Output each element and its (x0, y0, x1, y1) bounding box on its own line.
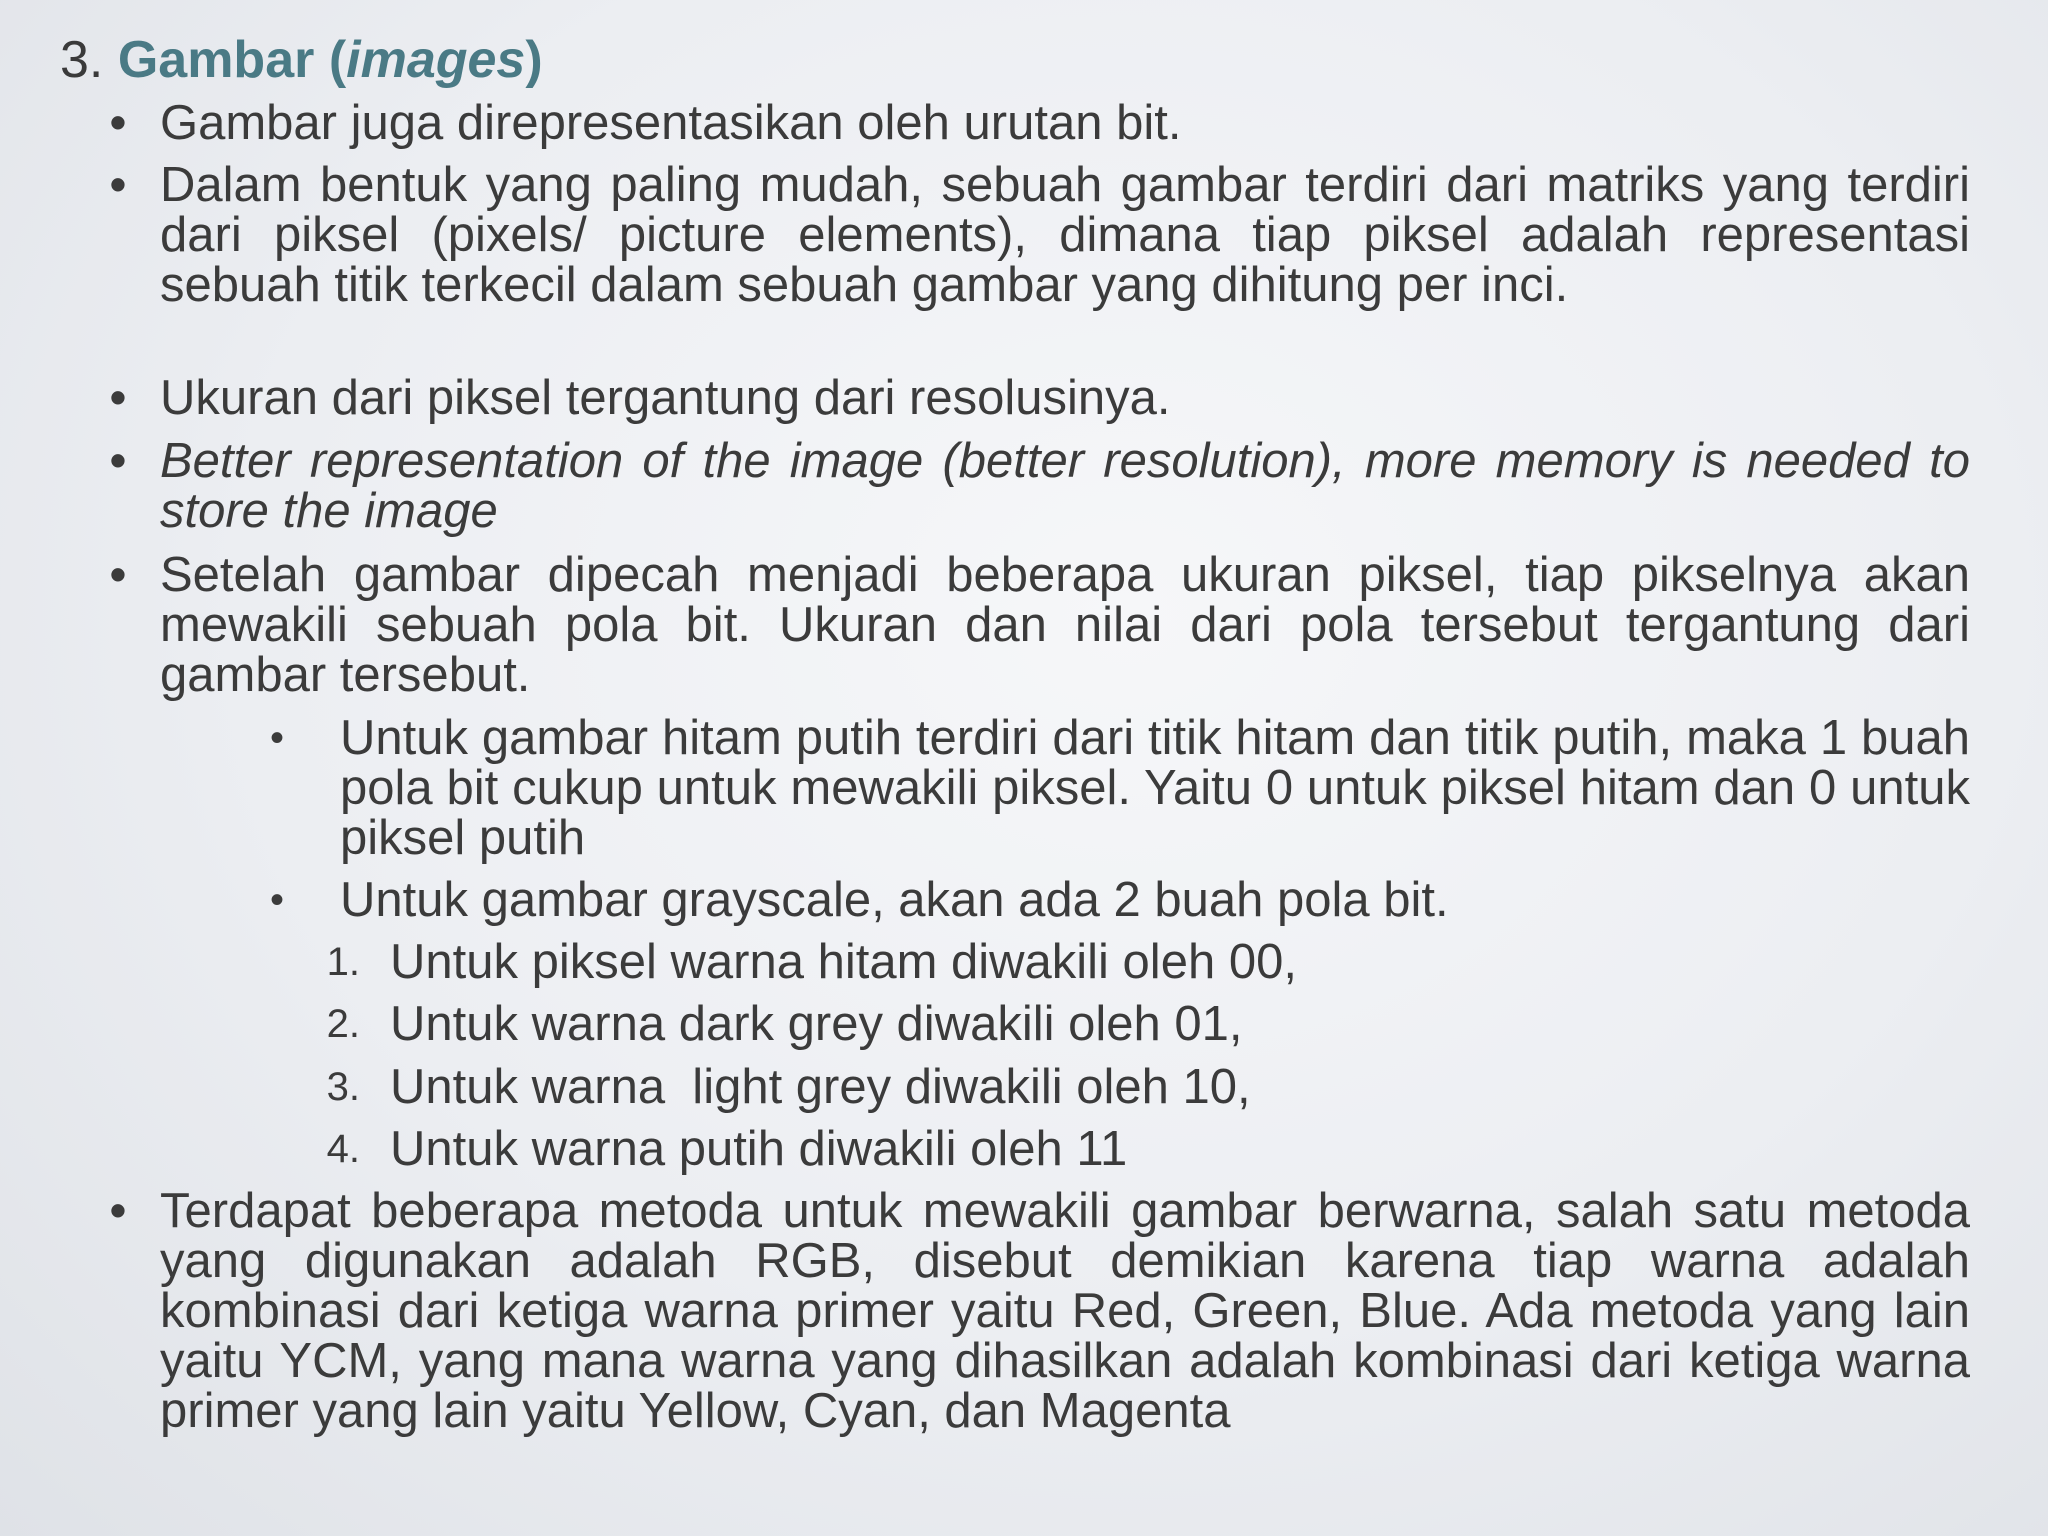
bullet-marker: • (109, 1184, 127, 1238)
sub-bullet-text: Untuk gambar hitam putih terdiri dari titik hitam dan titik putih, maka 1 buah pola bit cukup untuk mewakili piksel. Yaitu 0 untuk piksel hitam dan 0 untuk piksel putih (340, 711, 1970, 865)
heading-open-paren: ( (328, 31, 347, 89)
numbered-marker: 2. (326, 1002, 360, 1046)
heading-close-paren: ) (525, 31, 543, 89)
numbered-marker: 1. (326, 940, 360, 984)
bullet-marker: • (109, 158, 127, 212)
heading-title-word: Gambar (117, 31, 315, 89)
bullet-text: Ukuran dari piksel tergantung dari resolusinya. (160, 371, 1171, 425)
numbered-text: Untuk piksel warna hitam diwakili oleh 00, (390, 935, 1297, 989)
bullet-text: Terdapat beberapa metoda untuk mewakili gambar berwarna, salah satu metoda yang digunakan adalah RGB, disebut demikian karena tiap warna adalah kombinasi dari ketiga warna primer yaitu Red, Green, Blue. Ada metoda yang lain yaitu YCM, yang mana warna yang dihasilkan adalah kombinasi dari ketiga warna primer yang lain yaitu Yellow, Cyan, dan Magenta (160, 1184, 1970, 1438)
slide-heading (60, 30, 543, 90)
bullet-text: Better representation of the image (better resolution), more memory is needed to store the image (160, 434, 1970, 538)
sub-bullet-text: Untuk gambar grayscale, akan ada 2 buah pola bit. (340, 873, 1449, 927)
numbered-marker: 3. (326, 1065, 360, 1109)
bullet-marker: • (109, 96, 127, 150)
bullet-marker: • (109, 548, 127, 602)
bullet-text: Setelah gambar dipecah menjadi beberapa ukuran piksel, tiap pikselnya akan mewakili sebuah pola bit. Ukuran dan nilai dari pola tersebut tergantung dari gambar tersebut. (160, 548, 1970, 702)
numbered-text: Untuk warna dark grey diwakili oleh 01, (390, 997, 1243, 1051)
heading-title (118, 31, 543, 89)
numbered-text: Untuk warna light grey diwakili oleh 10, (390, 1060, 1251, 1114)
numbered-marker: 4. (326, 1127, 360, 1171)
bullet-text: Gambar juga direpresentasikan oleh urutan bit. (160, 96, 1182, 150)
bullet-marker: • (109, 434, 127, 488)
bullet-text: Dalam bentuk yang paling mudah, sebuah gambar terdiri dari matriks yang terdiri dari piksel (pixels/ picture elements), dimana tiap piksel adalah representasi sebuah titik terkecil dalam sebuah gambar yang dihitung per inci. (160, 158, 1970, 312)
heading-number: 3. (60, 31, 104, 89)
bullet-marker: • (109, 371, 127, 425)
numbered-text: Untuk warna putih diwakili oleh 11 (390, 1122, 1128, 1176)
heading-italic-word: images (346, 31, 526, 89)
sub-bullet-marker: • (269, 878, 284, 922)
sub-bullet-marker: • (269, 716, 284, 760)
